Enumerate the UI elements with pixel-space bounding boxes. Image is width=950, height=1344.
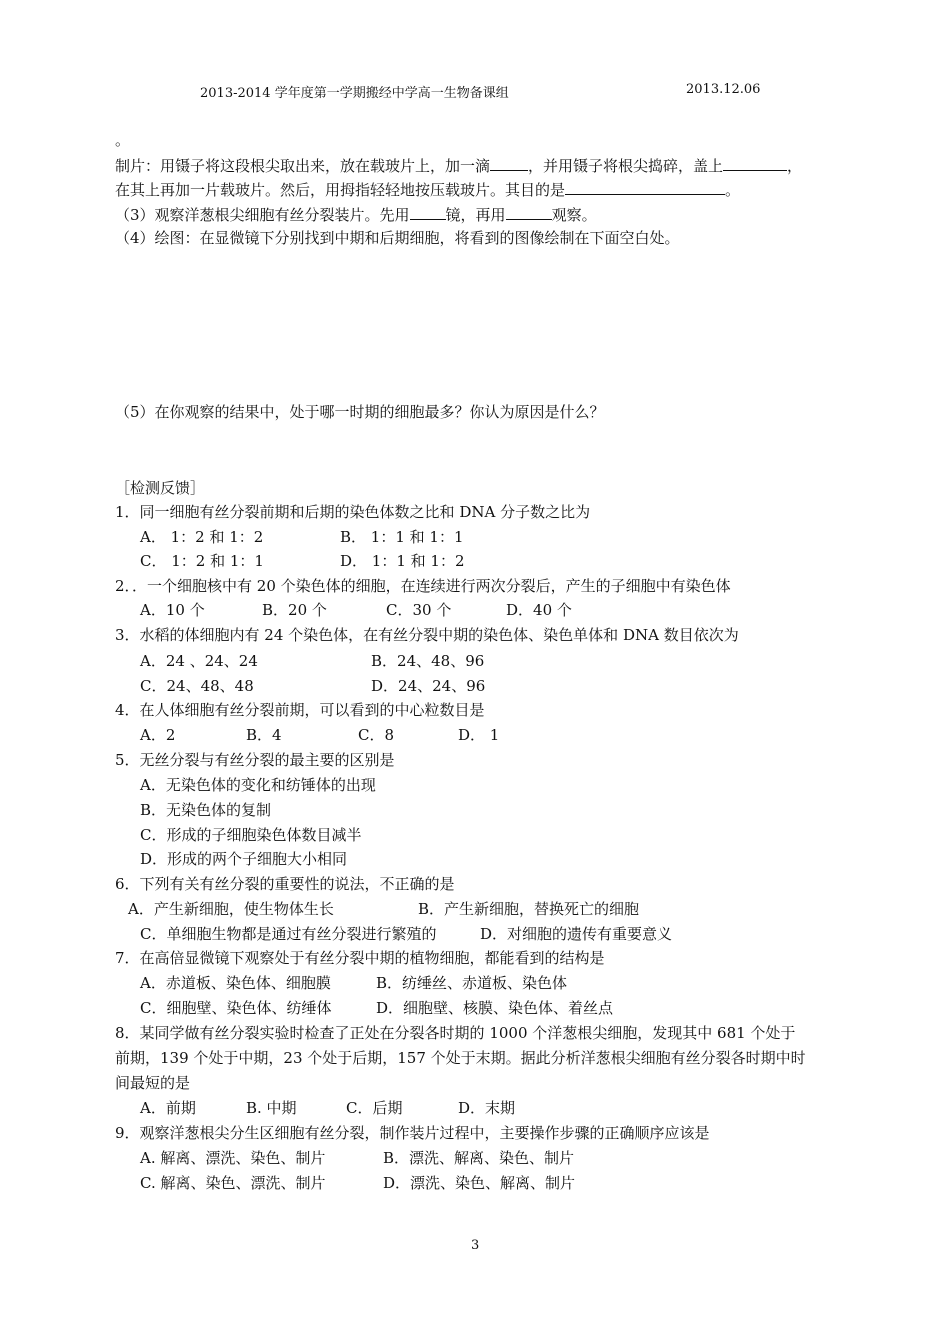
page-number: 3 [471, 1238, 480, 1253]
question-5-stem: 5．无丝分裂与有丝分裂的最主要的区别是 [115, 751, 395, 769]
question-4-stem: 4．在人体细胞有丝分裂前期，可以看到的中心粒数目是 [115, 701, 485, 719]
question-9-stem: 9．观察洋葱根尖分生区细胞有丝分裂，制作装片过程中，主要操作步骤的正确顺序应该是 [115, 1124, 710, 1142]
press-step-line-1 [115, 154, 802, 176]
question-1-option-d: D． 1：1 和 1：2 [340, 552, 465, 570]
observe-line [115, 203, 597, 225]
question-7-option-b: B．纺缍丝、赤道板、染色体 [376, 974, 568, 992]
observe-text-c: 观察。 [551, 206, 597, 224]
press-text-1a: 制片：用镊子将这段根尖取出来，放在载玻片上，加一滴 [115, 157, 491, 175]
question-9-option-c: C. 解离、染色、漂洗、制片 [140, 1174, 326, 1192]
question-1-option-c: C． 1：2 和 1：1 [140, 552, 264, 570]
stray-mark: 。 [115, 131, 131, 149]
press-text-1c: ， [787, 157, 803, 175]
question-4-option-a: A．2 [140, 726, 176, 744]
question-8-option-a: A．前期 [140, 1099, 196, 1117]
question-9-option-a: A. 解离、漂洗、染色、制片 [140, 1149, 326, 1167]
feedback-title: ［检测反馈］ [115, 479, 206, 497]
question-5-open: （5）在你观察的结果中，处于哪一时期的细胞最多？你认为原因是什么？ [115, 403, 605, 421]
header-date: 2013.12.06 [686, 82, 761, 97]
blank-low-power [410, 203, 446, 220]
question-1-option-b: B． 1：1 和 1：1 [340, 528, 464, 546]
question-2-option-c: C．30 个 [386, 601, 452, 619]
question-2-option-b: B．20 个 [262, 601, 327, 619]
question-8-stem-line-3: 间最短的是 [115, 1074, 191, 1092]
question-9-option-b: B．漂洗、解离、染色、制片 [383, 1149, 575, 1167]
draw-instruction: （4）绘图：在显微镜下分别找到中期和后期细胞，将看到的图像绘制在下面空白处。 [115, 229, 680, 247]
question-7-option-c: C．细胞壁、染色体、纺缍体 [140, 999, 332, 1017]
header-school: 2013-2014 学年度第一学期搬经中学高一生物备课组 [200, 86, 509, 101]
observe-text-a: （3）观察洋葱根尖细胞有丝分裂装片。先用 [115, 206, 410, 224]
question-8-stem-line-2: 前期，139 个处于中期，23 个处于后期，157 个处于末期。据此分析洋葱根尖细胞有丝分裂各时期中时 [115, 1049, 806, 1067]
press-text-2a: 在其上再加一片载玻片。然后，用拇指轻轻地按压载玻片。其目的是 [115, 181, 566, 199]
drawing-area [115, 255, 835, 385]
question-5-option-c: C．形成的子细胞染色体数目减半 [140, 826, 362, 844]
question-2-option-a: A．10 个 [140, 601, 205, 619]
question-6-option-c: C．单细胞生物都是通过有丝分裂进行繁殖的 [140, 925, 437, 943]
question-5-option-b: B．无染色体的复制 [140, 801, 272, 819]
question-3-stem: 3．水稻的体细胞内有 24 个染色体，在有丝分裂中期的染色体、染色单体和 DNA 数目依次为 [115, 626, 739, 644]
question-7-stem: 7．在高倍显微镜下观察处于有丝分裂中期的植物细胞，都能看到的结构是 [115, 949, 605, 967]
question-1-stem: 1．同一细胞有丝分裂前期和后期的染色体数之比和 DNA 分子数之比为 [115, 503, 591, 521]
question-7-option-d: D．细胞壁、核膜、染色体、着丝点 [376, 999, 614, 1017]
blank-purpose [565, 178, 725, 195]
question-5-option-d: D．形成的两个子细胞大小相同 [140, 850, 348, 868]
question-7-option-a: A．赤道板、染色体、细胞膜 [140, 974, 331, 992]
question-4-option-c: C．8 [358, 726, 395, 744]
question-2-option-d: D．40 个 [506, 601, 572, 619]
question-6-option-d: D．对细胞的遗传有重要意义 [480, 925, 673, 943]
blank-high-power [506, 203, 552, 220]
observe-text-b: 镜，再用 [445, 206, 506, 224]
question-8-stem-line-1: 8．某同学做有丝分裂实验时检查了正处在分裂各时期的 1000 个洋葱根尖细胞，发现其中 681 个处于 [115, 1024, 796, 1042]
press-step-line-2 [115, 178, 740, 200]
press-text-1b: ，并用镊子将根尖捣碎，盖上 [528, 157, 724, 175]
question-2-stem: 2．．一个细胞核中有 20 个染色体的细胞，在连续进行两次分裂后，产生的子细胞中有染色体 [115, 577, 731, 595]
question-1-option-a: A． 1：2 和 1：2 [140, 528, 264, 546]
question-9-option-d: D．漂洗、染色、解离、制片 [383, 1174, 576, 1192]
question-8-option-d: D．末期 [458, 1099, 516, 1117]
question-3-option-d: D．24、24、96 [371, 677, 486, 695]
question-6-stem: 6．下列有关有丝分裂的重要性的说法，不正确的是 [115, 875, 455, 893]
question-5-option-a: A．无染色体的变化和纺锤体的出现 [140, 776, 376, 794]
question-6-option-b: B．产生新细胞，替换死亡的细胞 [418, 900, 640, 918]
question-3-option-b: B．24、48、96 [371, 652, 485, 670]
question-4-option-b: B．4 [246, 726, 282, 744]
blank-coverslip [723, 154, 787, 171]
question-3-option-a: A．24 、24、24 [140, 652, 258, 670]
question-4-option-d: D． 1 [458, 726, 500, 744]
question-8-option-c: C．后期 [346, 1099, 403, 1117]
question-3-option-c: C．24、48、48 [140, 677, 254, 695]
blank-reagent [490, 154, 528, 171]
question-8-option-b: B. 中期 [246, 1099, 297, 1117]
press-text-2b: 。 [725, 181, 741, 199]
question-6-option-a: A．产生新细胞，使生物体生长 [128, 900, 334, 918]
